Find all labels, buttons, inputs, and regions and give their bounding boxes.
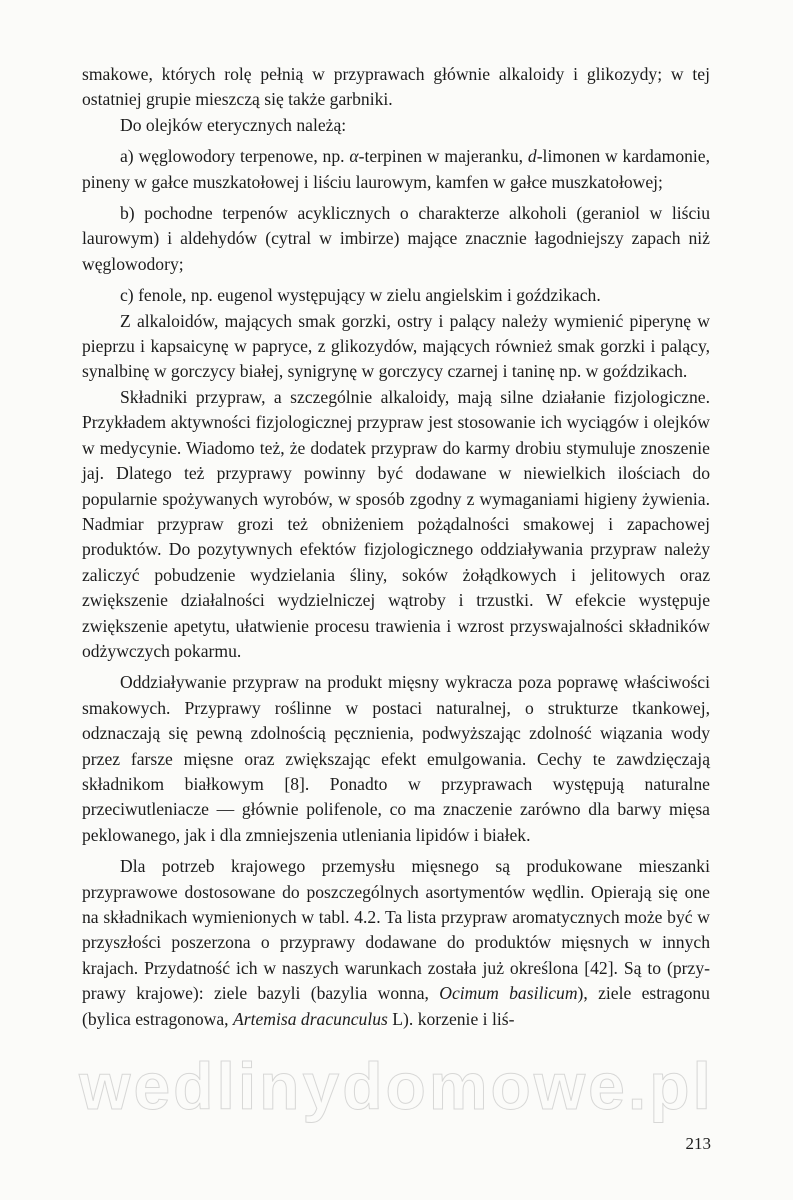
paragraph-continued: smakowe, których rolę pełnią w przyprawach głównie alkaloidy i glikozydy; w tej ostatniej grupie mieszczą się także garbniki. bbox=[82, 64, 710, 110]
paragraph-intro-oils: Do olejków eterycznych należą: bbox=[120, 114, 347, 135]
paragraph-physiology: Składniki przypraw, a szczególnie alkaloidy, mają silne działanie fizjologiczne. Przykładem aktywności fizjologicznej przypraw jest stosowanie ich wyciągów i olejków w medycynie. Wiadomo też, że dodatek przypraw do karmy drobiu stymuluje znoszenie jaj. Dlatego też przyprawy powinny być dodawane w niewielkich ilościach do popularnie spożywanych wyrobów, w sposób zgodny z wymaganiami higieny żywienia. Nadmiar przypraw grozi też obniżeniem pożądalności smakowej i zapachowej produktów. Do pozytywnych efektów fizjologicznego oddziaływania przypraw należy zaliczyć pobudzenie wydzielania śliny, soków żołądkowych i jelitowych oraz zwiększenie działalności wydzielniczej wątroby i trzustki. W efekcie występuje zwiększenie apetytu, ułatwienie procesu trawienia i wzrost przyswajalności składników odżywczych pokarmu. bbox=[82, 386, 710, 661]
list-item-a: a) węglowodory terpenowe, np. α-terpinen w majeranku, d-limonen w kardamonie, pineny w gałce muszkatołowej i liściu laurowym, kamfen w gałce muszkatołowej; bbox=[82, 146, 711, 192]
paragraph-meat-effect: Oddziaływanie przypraw na produkt mięsny wykracza poza poprawę właściwości smakowych. Przyprawy roślinne w postaci naturalnej, o strukturze tkankowej, odznaczają się pewną zdolnością pęcznienia, podwyższając zdolność wiązania wody przez farsze mięsne oraz zwiększając efekt emulgowania. Cechy te zawdzięczają składnikom białkowym [8]. Ponadto w przyprawach występują naturalne przeciwutleniacze — głównie polifenole, co ma znaczenie zarówno dla barwy mięsa peklowanego, jak i dla zmniejszenia utleniania lipidów i białek. bbox=[82, 672, 710, 845]
page-body bbox=[82, 62, 710, 1032]
page-number: 213 bbox=[685, 1134, 711, 1153]
paragraph-alkaloids: Z alkaloidów, mających smak gorzki, ostry i palący należy wymienić piperynę w pieprzu i kapsaicynę w papryce, z glikozydów, mających również smak gorzki i palący, synalbinę w gorczycy białej, synigrynę w gorczycy czarnej i taninę np. w goździkach. bbox=[82, 310, 710, 382]
list-item-c: c) fenole, np. eugenol występujący w zielu angielskim i goździkach. bbox=[120, 285, 601, 306]
list-item-b: b) pochodne terpenów acyklicznych o charakterze alkoholi (geraniol w liściu laurowym) i aldehydów (cytral w imbirze) mające znacznie łagodniejszy zapach niż węglowodory; bbox=[82, 203, 710, 274]
paragraph-spice-mixes: Dla potrzeb krajowego przemysłu mięsnego są produkowane mieszanki przyprawowe dostosowane do poszczególnych asortymentów wędlin. Opierają się one na składnikach wymienionych w tabl. 4.2. Ta lista przypraw aromatycznych może być w przyszłości poszerzona o przyprawy dodawane do produktów mięsnych w innych krajach. Przydatność ich w naszych warunkach została już określona [42]. Są to (przyprawy krajowe): ziele bazyli (bazylia wonna, Ocimum basilicum), ziele estragonu (bylica estragonowa, Artemisa dracunculus L). korzenie i liś- bbox=[82, 856, 710, 1029]
watermark: wedlinydomowe.pl bbox=[79, 1049, 714, 1123]
